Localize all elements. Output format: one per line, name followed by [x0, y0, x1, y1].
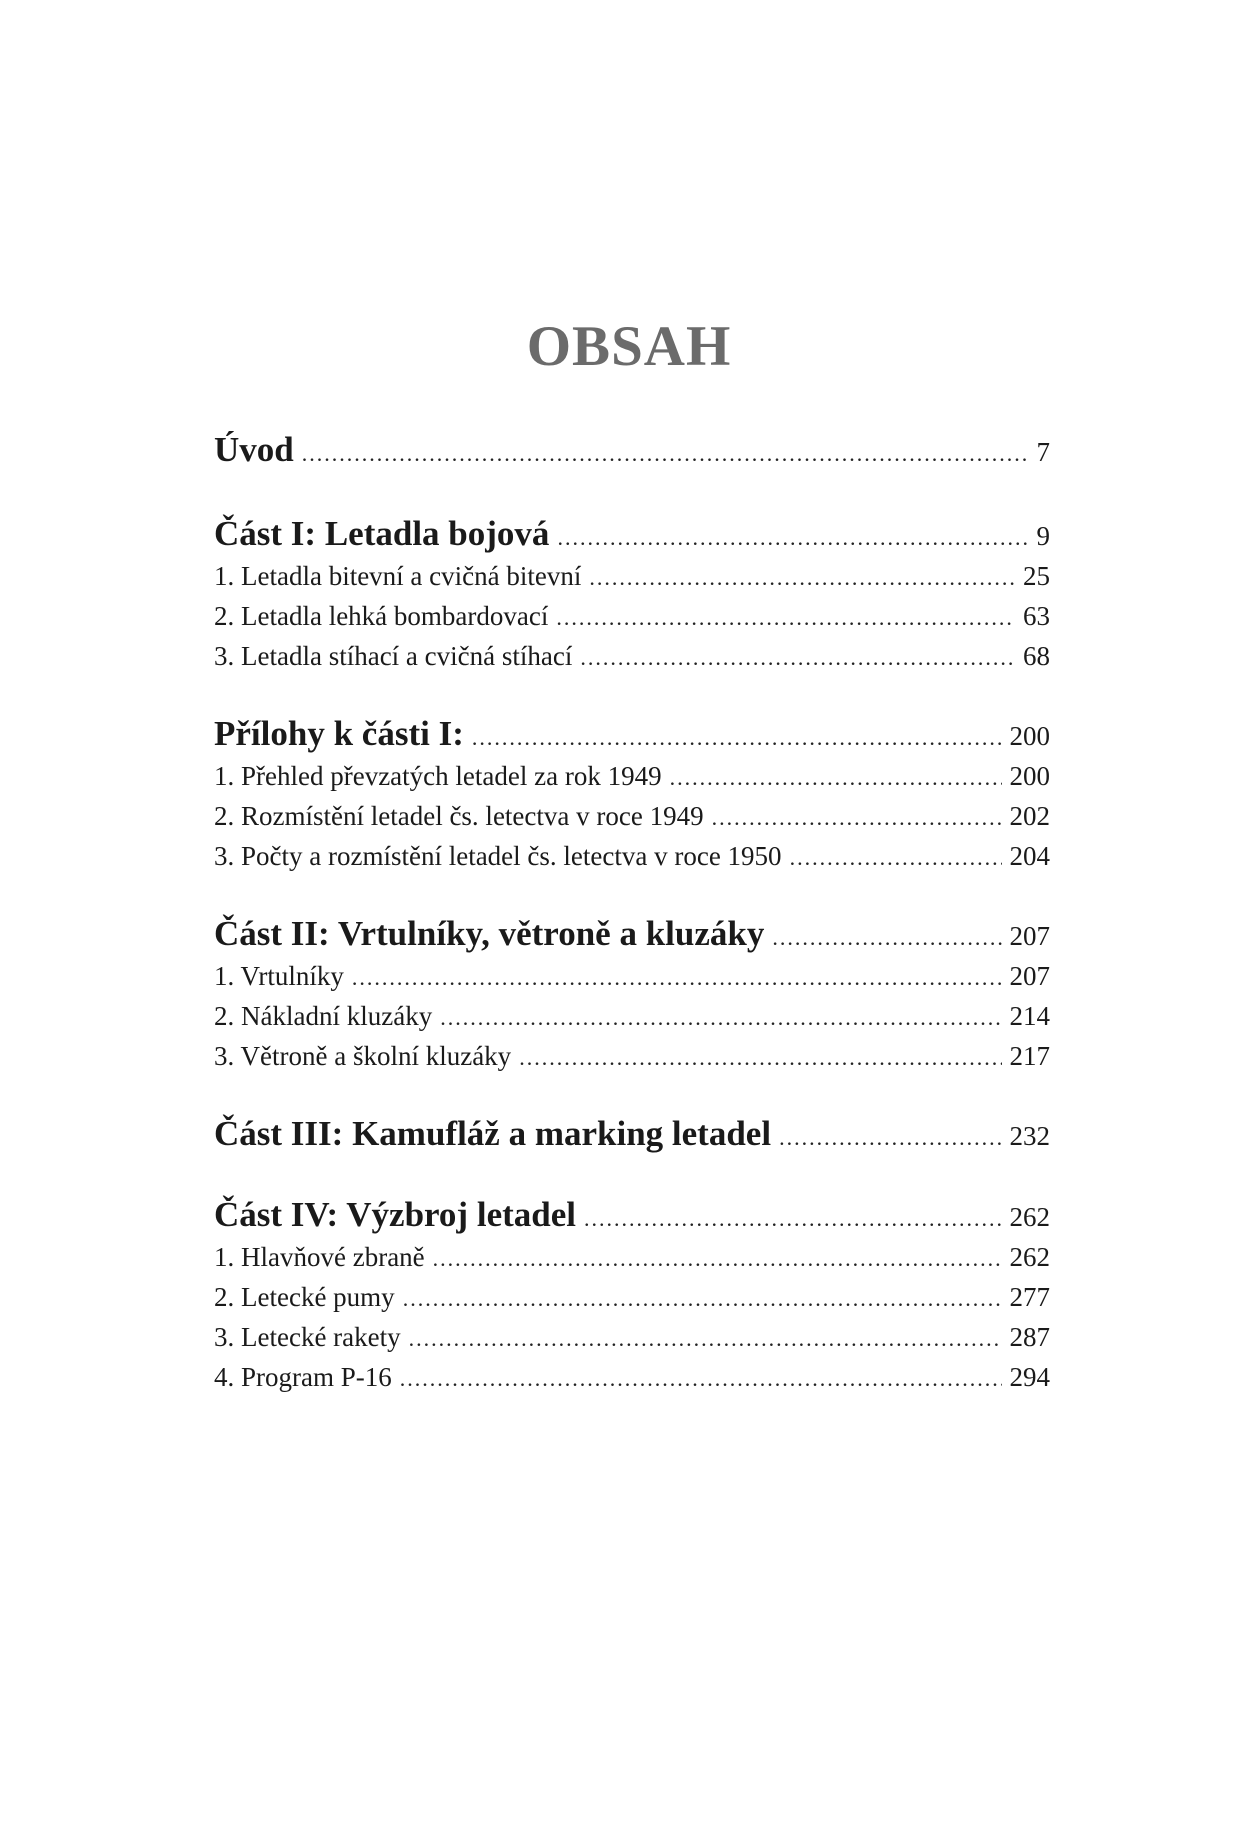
toc-entry-label: Přílohy k části I:: [214, 714, 464, 753]
toc-entry-page: 200: [1009, 721, 1050, 751]
toc-subentry[interactable]: [214, 1239, 1050, 1275]
dot-leader: [557, 516, 1028, 560]
toc-entry-label: 1. Letadla bitevní a cvičná bitevní: [214, 561, 582, 591]
toc-entry-page: 207: [1009, 921, 1050, 951]
toc-entry-label: Část III: Kamufláž a marking letadel: [214, 1114, 772, 1153]
toc-subentry[interactable]: [214, 1319, 1050, 1355]
dot-leader: [589, 560, 1015, 596]
toc-entry-label: 3. Počty a rozmístění letadel čs. letectva v roce 1950: [214, 841, 782, 871]
toc-entry-label: 1. Vrtulníky: [214, 961, 344, 991]
toc-entry-page: 25: [1023, 561, 1050, 591]
toc-entry-label: 2. Rozmístění letadel čs. letectva v roce 1949: [214, 801, 704, 831]
toc-entry-label: Část IV: Výzbroj letadel: [214, 1195, 576, 1234]
dot-leader: [556, 600, 1015, 636]
dot-leader: [670, 760, 1002, 796]
dot-leader: [409, 1321, 1002, 1357]
toc-entry-appendix-1[interactable]: [214, 712, 1050, 756]
toc-entry-page: 214: [1009, 1001, 1050, 1031]
toc-entry-label: 2. Letecké pumy: [214, 1282, 395, 1312]
toc-subentry[interactable]: [214, 958, 1050, 994]
dot-leader: [580, 640, 1015, 676]
toc-subentry[interactable]: [214, 1038, 1050, 1074]
dot-leader: [772, 916, 1001, 960]
toc-entry-page: 287: [1009, 1322, 1050, 1352]
toc-entry-page: 207: [1009, 961, 1050, 991]
toc-subentry[interactable]: [214, 998, 1050, 1034]
toc-entry-page: 202: [1009, 801, 1050, 831]
toc-entry-uvod[interactable]: [214, 428, 1050, 472]
toc-entry-label: 3. Letecké rakety: [214, 1322, 401, 1352]
toc-subentry[interactable]: [214, 598, 1050, 634]
toc-entry-label: 2. Letadla lehká bombardovací: [214, 601, 549, 631]
dot-leader: [433, 1241, 1002, 1277]
dot-leader: [440, 1000, 1001, 1036]
dot-leader: [400, 1361, 1002, 1397]
toc-subentry[interactable]: [214, 758, 1050, 794]
toc-entry-part-1[interactable]: [214, 512, 1050, 556]
toc-subentry[interactable]: [214, 798, 1050, 834]
toc-entry-label: 3. Větroně a školní kluzáky: [214, 1041, 512, 1071]
toc-entry-label: 2. Nákladní kluzáky: [214, 1001, 433, 1031]
toc-entry-label: Část I: Letadla bojová: [214, 514, 550, 553]
toc-subentry[interactable]: [214, 558, 1050, 594]
toc-entry-part-3[interactable]: [214, 1112, 1050, 1156]
toc-entry-part-4[interactable]: [214, 1193, 1050, 1237]
toc-entry-page: 217: [1009, 1041, 1050, 1071]
dot-leader: [403, 1281, 1002, 1317]
toc-entry-page: 7: [1036, 437, 1050, 467]
dot-leader: [712, 800, 1002, 836]
toc-entry-page: 232: [1009, 1121, 1050, 1151]
page-title: OBSAH: [526, 315, 732, 378]
dot-leader: [352, 960, 1002, 996]
toc-entry-page: 294: [1009, 1362, 1050, 1392]
dot-leader: [302, 432, 1029, 476]
dot-leader: [519, 1040, 1001, 1076]
toc-subentry[interactable]: [214, 1279, 1050, 1315]
toc-entry-page: 262: [1009, 1202, 1050, 1232]
dot-leader: [472, 716, 1002, 760]
toc-entry-part-2[interactable]: [214, 912, 1050, 956]
toc-entry-label: 4. Program P-16: [214, 1362, 392, 1392]
toc-entry-page: 204: [1009, 841, 1050, 871]
dot-leader: [790, 840, 1002, 876]
toc-entry-page: 68: [1023, 641, 1050, 671]
toc-entry-label: 3. Letadla stíhací a cvičná stíhací: [214, 641, 573, 671]
toc-entry-page: 200: [1009, 761, 1050, 791]
toc-entry-page: 9: [1036, 521, 1050, 551]
toc-entry-label: 1. Hlavňové zbraně: [214, 1242, 425, 1272]
dot-leader: [779, 1116, 1001, 1160]
dot-leader: [584, 1197, 1002, 1241]
toc-entry-page: 63: [1023, 601, 1050, 631]
toc-entry-label: Část II: Vrtulníky, větroně a kluzáky: [214, 914, 765, 953]
toc-subentry[interactable]: [214, 638, 1050, 674]
toc-entry-page: 277: [1009, 1282, 1050, 1312]
toc-subentry[interactable]: [214, 1359, 1050, 1395]
toc-subentry[interactable]: [214, 838, 1050, 874]
toc-entry-label: Úvod: [214, 430, 294, 469]
toc-entry-page: 262: [1009, 1242, 1050, 1272]
toc-entry-label: 1. Přehled převzatých letadel za rok 1949: [214, 761, 662, 791]
